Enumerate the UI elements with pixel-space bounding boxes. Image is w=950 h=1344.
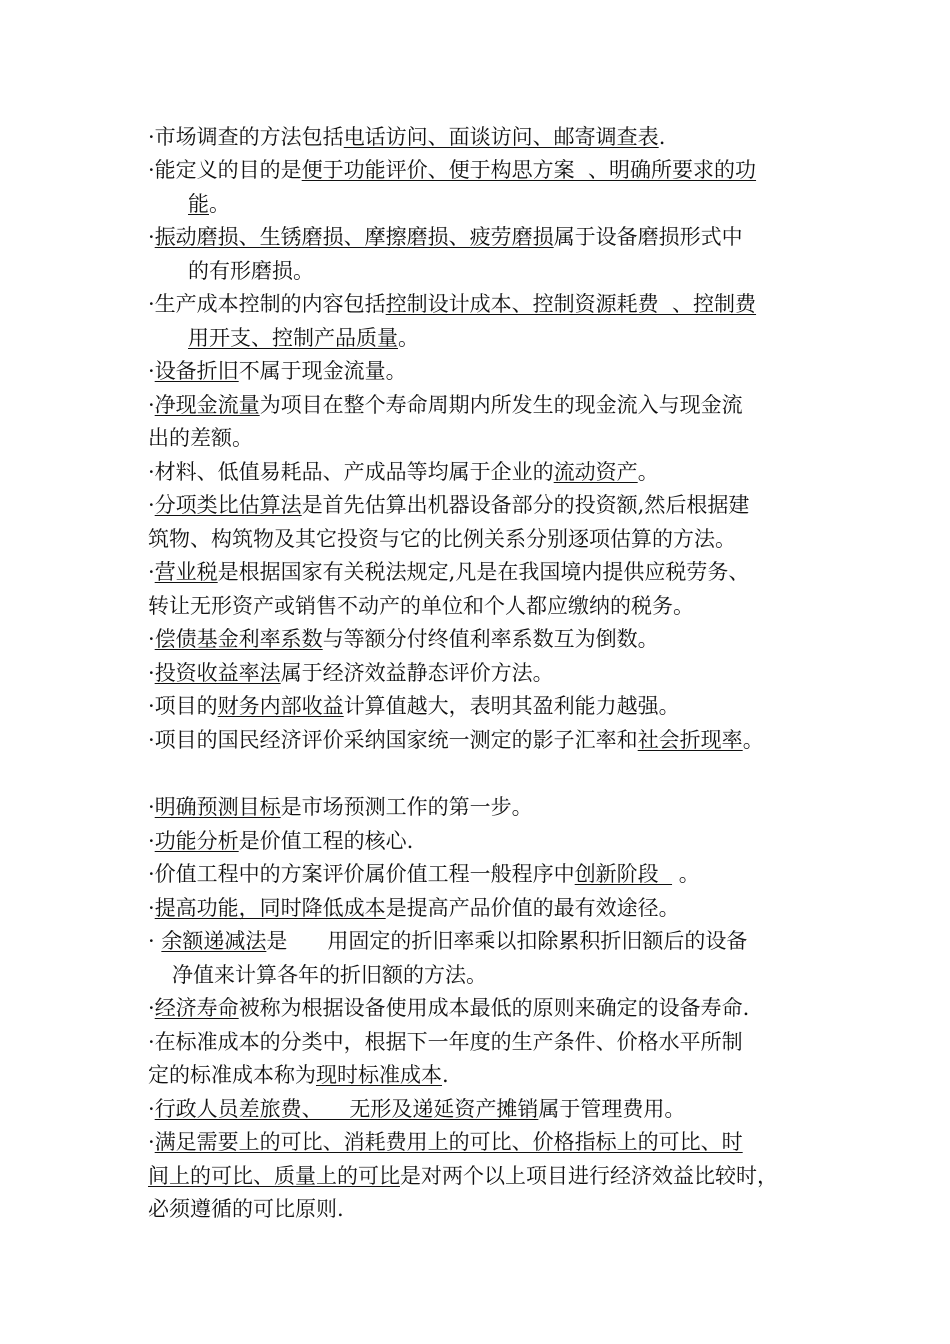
text-line (148, 926, 747, 956)
text-segment: 与等额分付终值利率系数互为倒数。 (322, 627, 659, 651)
text-segment: ·生产成本控制的内容包括 (148, 292, 386, 316)
underlined-answer: 创新阶段 (574, 862, 673, 886)
text-segment: 属于设备磨损形式中 (553, 225, 743, 249)
underlined-answer: 投资收益率法 (154, 661, 281, 685)
text-segment: 是价值工程的核心. (238, 829, 414, 853)
text-segment: 的有形磨损。 (188, 259, 314, 283)
text-segment: ·项目的国民经济评价采纳国家统一测定的影子汇率和 (148, 728, 638, 752)
text-segment: · (148, 829, 155, 853)
text-line (148, 289, 756, 319)
text-line (148, 658, 554, 688)
text-segment: 属于经济效益静态评价方法。 (280, 661, 554, 685)
text-segment: · (148, 225, 155, 249)
text-segment: 不属于现金流量。 (238, 359, 407, 383)
underlined-answer: 营业税 (154, 560, 218, 584)
text-line (172, 960, 487, 990)
underlined-answer: 功能分析 (154, 829, 239, 853)
text-segment: 。 (398, 326, 419, 350)
text-line (148, 155, 756, 185)
text-line (148, 1127, 743, 1157)
text-line (148, 826, 413, 856)
underlined-answer: 净现金流量 (154, 393, 260, 417)
text-segment: 是提高产品价值的最有效途径。 (385, 896, 680, 920)
text-segment: · (148, 493, 155, 517)
text-line (148, 423, 253, 453)
text-segment: · (148, 393, 155, 417)
text-line (148, 1161, 778, 1191)
text-line (148, 725, 764, 755)
underlined-answer: 经济寿命 (154, 996, 239, 1020)
text-segment: 为项目在整个寿命周期内所发生的现金流入与现金流 (259, 393, 743, 417)
text-segment: 。 (209, 192, 230, 216)
text-segment: 转让无形资产或销售不动产的单位和个人都应缴纳的税务。 (148, 594, 694, 618)
text-segment: 计算值越大，表明其盈利能力越强。 (343, 694, 680, 718)
text-segment: 是市场预测工作的第一步。 (280, 795, 533, 819)
underlined-answer: 分项类比估算法 (154, 493, 302, 517)
text-segment: 。 (672, 862, 700, 886)
text-segment: . (658, 125, 666, 149)
text-line (188, 189, 230, 219)
text-segment: ·能定义的目的是 (148, 158, 302, 182)
text-segment: · (148, 1130, 155, 1154)
text-segment: 必须遵循的可比原则. (148, 1197, 344, 1221)
underlined-answer: 流动资产 (553, 460, 638, 484)
text-line (148, 390, 743, 420)
text-segment: · (148, 560, 155, 584)
text-segment: ·材料、低值易耗品、产成品等均属于企业的 (148, 460, 554, 484)
text-line (148, 1194, 344, 1224)
text-segment: ·项目的 (148, 694, 218, 718)
text-line (148, 557, 749, 587)
underlined-answer: 能 (188, 192, 209, 216)
underlined-answer: 财务内部收益 (217, 694, 344, 718)
underlined-answer: 满足需要上的可比、消耗费用上的可比、价格指标上的可比、时 (154, 1130, 743, 1154)
text-segment: ·市场调查的方法包括 (148, 125, 344, 149)
text-segment: 净值来计算各年的折旧额的方法。 (172, 963, 487, 987)
underlined-answer: 现时标准成本 (316, 1063, 442, 1087)
text-line (148, 993, 749, 1023)
text-segment: 出的差额。 (148, 426, 253, 450)
text-line (148, 893, 680, 923)
text-segment: 。 (742, 728, 764, 752)
underlined-answer: 社会折现率 (637, 728, 743, 752)
underlined-answer: 明确预测目标 (154, 795, 281, 819)
text-segment: · (148, 661, 155, 685)
text-segment: 是 用固定的折旧率乘以扣除累积折旧额后的设备 (266, 929, 748, 953)
underlined-answer: 控制设计成本、控制资源耗费 、控制费 (385, 292, 757, 316)
underlined-answer: 电话访问、面谈访问、邮寄调查表 (343, 125, 659, 149)
text-line (148, 457, 659, 487)
text-segment: · (148, 896, 155, 920)
underlined-answer: 设备折旧 (154, 359, 239, 383)
underlined-answer: 提高功能，同时降低成本 (154, 896, 386, 920)
text-line (148, 691, 680, 721)
text-segment: 筑物、构筑物及其它投资与它的比例关系分别逐项估算的方法。 (148, 527, 736, 551)
text-segment: 是根据国家有关税法规定,凡是在我国境内提供应税劳务、 (217, 560, 750, 584)
underlined-answer: 余额递减法 (161, 929, 267, 953)
text-line (188, 256, 314, 286)
text-segment: · (148, 1097, 155, 1121)
text-segment: · (148, 795, 155, 819)
text-line (148, 591, 694, 621)
text-segment: ·在标准成本的分类中，根据下一年度的生产条件、价格水平所制 (148, 1030, 743, 1054)
text-segment: 是首先估算出机器设备部分的投资额,然后根据建 (301, 493, 750, 517)
underlined-answer: 便于功能评价、便于构思方案 、明确所要求的功 (301, 158, 757, 182)
text-segment: ·价值工程中的方案评价属价值工程一般程序中 (148, 862, 575, 886)
underlined-answer: 偿债基金利率系数 (154, 627, 323, 651)
text-segment: . (442, 1063, 449, 1087)
text-segment: · (148, 929, 162, 953)
text-segment: 属于管理费用。 (538, 1097, 686, 1121)
text-line (148, 624, 659, 654)
text-line (148, 222, 743, 252)
text-line (148, 859, 700, 889)
text-line (148, 792, 533, 822)
text-segment: 被称为根据设备使用成本最低的原则来确定的设备寿命. (238, 996, 750, 1020)
text-segment: · (148, 996, 155, 1020)
text-line (148, 356, 407, 386)
text-segment: 。 (637, 460, 659, 484)
text-line (148, 1094, 685, 1124)
text-line (148, 524, 736, 554)
text-line (148, 122, 665, 152)
text-line (188, 323, 419, 353)
underlined-answer: 间上的可比、质量上的可比 (148, 1164, 400, 1188)
text-segment: 定的标准成本称为 (148, 1063, 316, 1087)
text-segment: · (148, 627, 155, 651)
text-segment: 是对两个以上项目进行经济效益比较时， (400, 1164, 778, 1188)
underlined-answer: 用开支、控制产品质量 (188, 326, 398, 350)
text-line (148, 1060, 449, 1090)
text-line (148, 490, 749, 520)
text-segment: · (148, 359, 155, 383)
text-line (148, 1027, 743, 1057)
underlined-answer: 振动磨损、生锈磨损、摩擦磨损、疲劳磨损 (154, 225, 554, 249)
underlined-answer: 行政人员差旅费、 无形及递延资产摊销 (154, 1097, 539, 1121)
